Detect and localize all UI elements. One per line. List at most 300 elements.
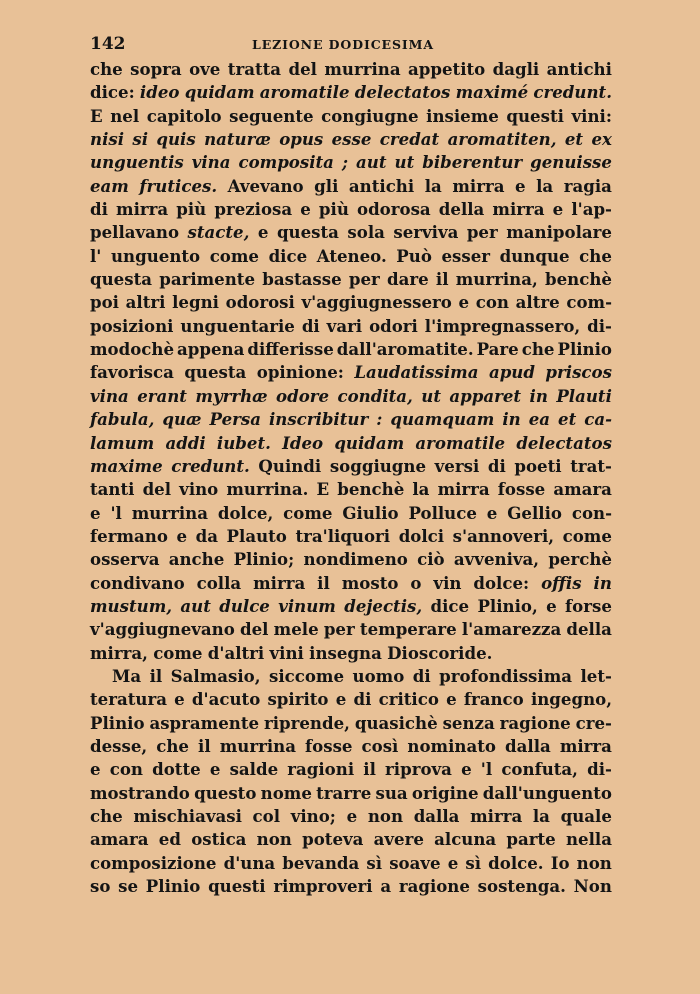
word: la xyxy=(536,175,554,196)
word: nome xyxy=(260,782,312,803)
word: di xyxy=(353,689,372,710)
word: mirra xyxy=(437,479,490,500)
italic-word: maxime xyxy=(90,455,163,476)
word: riprende, xyxy=(263,712,350,733)
word: nel xyxy=(110,105,140,126)
word: Plinio, xyxy=(477,595,538,616)
word: fosse xyxy=(305,735,353,756)
italic-word: apparet xyxy=(449,385,522,406)
word: alcuna xyxy=(434,829,497,850)
text-line xyxy=(90,852,612,875)
word: e xyxy=(90,502,101,523)
word: Io xyxy=(550,852,570,873)
word: forse xyxy=(565,595,612,616)
text-line xyxy=(90,105,612,128)
word: colla xyxy=(196,572,242,593)
word: Plinio xyxy=(145,876,201,897)
word: bastasse xyxy=(262,269,342,290)
word: modochè xyxy=(90,339,175,360)
word: favorisca xyxy=(90,362,174,383)
word: di xyxy=(412,665,431,686)
word: non xyxy=(367,806,404,826)
word: profondissima xyxy=(439,665,573,686)
italic-word: nisi xyxy=(90,129,125,150)
text-line xyxy=(90,455,612,478)
text-line xyxy=(90,151,612,174)
running-head: LEZIONE DODICESIMA xyxy=(252,37,434,52)
word: mirra xyxy=(253,572,306,593)
word: preziosa xyxy=(214,199,293,220)
word: com- xyxy=(566,292,612,313)
word: capitolo xyxy=(146,105,222,126)
word: sopra xyxy=(130,59,182,79)
word: pellavano xyxy=(90,222,180,243)
word: mirra xyxy=(452,175,505,196)
italic-word: et xyxy=(564,129,584,150)
word: più xyxy=(318,199,349,220)
word: e xyxy=(335,689,347,710)
word: dall'aromatite. xyxy=(336,339,474,360)
word: ragia xyxy=(563,175,612,196)
word: Gellio xyxy=(507,502,562,523)
word: questa xyxy=(184,362,247,383)
italic-word: dulce xyxy=(219,595,270,616)
word: come xyxy=(562,525,612,546)
italic-word: : xyxy=(376,409,383,430)
word: 'l xyxy=(110,502,122,523)
word: bevanda xyxy=(282,852,360,873)
word: dunque xyxy=(499,245,570,266)
word: serviva xyxy=(393,222,459,243)
word: benchè xyxy=(544,269,612,290)
word: siccome xyxy=(268,665,345,686)
word: perchè xyxy=(548,549,612,570)
word: il xyxy=(317,572,330,593)
page-number: 142 xyxy=(90,34,126,54)
word: appena xyxy=(177,339,245,360)
italic-word: in xyxy=(593,572,612,593)
italic-word: si xyxy=(132,129,149,150)
word: della xyxy=(438,199,485,220)
italic-word: iubet. xyxy=(216,432,271,453)
italic-word: ex xyxy=(591,129,612,150)
word: la xyxy=(532,806,550,826)
word: murrina xyxy=(324,59,401,79)
word: dare xyxy=(387,269,429,290)
text-line xyxy=(90,268,612,291)
word: come xyxy=(153,642,203,663)
word: il xyxy=(198,735,211,756)
text-line xyxy=(90,502,612,525)
word: rimproveri xyxy=(273,876,373,897)
word: la xyxy=(412,479,430,500)
word: v'aggiugnessero xyxy=(301,292,452,313)
word: di- xyxy=(587,315,612,336)
word: riprova xyxy=(385,759,452,780)
word: dolci xyxy=(398,525,445,546)
word: condivano xyxy=(90,572,185,593)
word: mischiavasi xyxy=(133,806,242,826)
word: vini xyxy=(269,642,304,663)
word: congiugne xyxy=(321,105,419,126)
italic-word: eam xyxy=(90,175,129,196)
word: l'ap- xyxy=(571,199,612,220)
word: gli xyxy=(314,175,339,196)
word: seguente xyxy=(229,105,314,126)
word: che xyxy=(579,245,612,266)
word: dolce: xyxy=(473,572,530,593)
word: questa xyxy=(90,269,152,290)
word: odorosi xyxy=(225,292,295,313)
word: ostica xyxy=(191,829,247,850)
italic-word: lamum xyxy=(90,432,155,453)
word: e xyxy=(446,689,457,710)
italic-word: vinum xyxy=(278,595,336,616)
italic-word: mustum, xyxy=(90,595,173,616)
word: teratura xyxy=(90,689,167,710)
word: amara xyxy=(90,829,149,850)
italic-word: aromatile xyxy=(259,82,350,103)
word: salde xyxy=(229,759,279,780)
italic-word: offis xyxy=(541,572,582,593)
word: osserva xyxy=(90,549,160,570)
text-line xyxy=(90,735,612,758)
word: let- xyxy=(580,665,612,686)
word: ed xyxy=(158,829,181,850)
text-line xyxy=(90,291,612,314)
italic-word: quamquam xyxy=(390,409,495,430)
text-line xyxy=(90,361,612,384)
italic-word: maximé xyxy=(455,82,529,103)
italic-word: aut xyxy=(356,152,387,173)
word: d'una xyxy=(223,852,276,873)
word: il xyxy=(363,759,376,780)
word: della xyxy=(566,619,612,640)
text-line xyxy=(90,478,612,501)
word: dotte xyxy=(152,759,201,780)
word: avveniva, xyxy=(453,549,540,570)
word: che xyxy=(90,806,123,826)
italic-word: ut xyxy=(394,152,415,173)
italic-word: aromatile xyxy=(415,432,506,453)
word: dice xyxy=(430,595,470,616)
word: e xyxy=(458,292,470,313)
word: e xyxy=(447,852,459,873)
word: del xyxy=(288,59,317,79)
word: Plinio; xyxy=(233,549,295,570)
word: altri xyxy=(125,292,166,313)
word: manipolare xyxy=(506,222,612,243)
word: mosto xyxy=(341,572,399,593)
word: e xyxy=(257,222,269,243)
word: con xyxy=(475,292,509,313)
word: per xyxy=(466,222,498,243)
word: più xyxy=(176,199,207,220)
text-line xyxy=(90,525,612,548)
word: che xyxy=(521,339,555,360)
word: confuta, xyxy=(501,759,578,780)
italic-word: myrrhæ xyxy=(195,385,268,406)
text-line xyxy=(90,58,612,81)
text-line xyxy=(90,688,612,711)
word: Plinio xyxy=(90,712,145,733)
word: per xyxy=(348,269,380,290)
word: mirra xyxy=(116,199,169,220)
italic-word: apud xyxy=(488,362,535,383)
word: questo xyxy=(194,782,257,803)
word: antichi xyxy=(546,59,612,79)
italic-word: fabula, xyxy=(90,409,155,430)
word: e xyxy=(546,595,557,616)
word: unguentarie xyxy=(180,315,295,336)
italic-word: odore xyxy=(276,385,330,406)
word: come xyxy=(283,502,333,523)
word: che xyxy=(90,59,123,79)
word: questa xyxy=(276,222,339,243)
word: nondimeno xyxy=(303,549,408,570)
italic-word: et xyxy=(558,409,577,430)
word: legni xyxy=(172,292,219,313)
word: unguento xyxy=(110,245,201,266)
word: E xyxy=(316,479,330,500)
word: murrina xyxy=(219,735,296,756)
word: se xyxy=(118,876,139,897)
word: per xyxy=(323,619,355,640)
word: altre xyxy=(515,292,560,313)
word: benchè xyxy=(337,479,405,500)
italic-word: unguentis xyxy=(90,152,184,173)
word: murrina. xyxy=(226,479,309,500)
word: Non xyxy=(573,876,612,897)
italic-word: Plauti xyxy=(556,385,612,406)
italic-word: frutices. xyxy=(139,175,218,196)
word: uomo xyxy=(352,665,405,686)
word: dice: xyxy=(90,82,135,103)
word: il xyxy=(435,269,449,290)
italic-word: quis xyxy=(156,129,196,150)
word: e xyxy=(486,502,498,523)
word: dall'unguento xyxy=(482,782,612,803)
word: quale xyxy=(560,806,612,826)
word: s'annoveri, xyxy=(452,525,555,546)
italic-word: aromatiten, xyxy=(447,129,557,150)
word: mele xyxy=(273,619,319,640)
word: il xyxy=(149,665,163,686)
italic-word: ut xyxy=(421,385,441,406)
word: d'altri xyxy=(207,642,265,663)
word: vin xyxy=(433,572,462,593)
word: di xyxy=(301,315,320,336)
word: Quindi xyxy=(258,455,322,476)
word: Può xyxy=(396,245,432,266)
word: del xyxy=(240,619,269,640)
italic-word: ; xyxy=(341,152,349,173)
word: nella xyxy=(565,829,612,850)
word: Avevano xyxy=(227,175,304,196)
italic-word: in xyxy=(529,385,548,406)
word: di xyxy=(487,455,506,476)
word: di- xyxy=(587,759,612,780)
page-header xyxy=(90,34,612,58)
text-line xyxy=(90,548,612,571)
italic-word: credunt. xyxy=(171,455,250,476)
word: Giulio xyxy=(342,502,399,523)
word: Polluce xyxy=(408,502,477,523)
word: differisse xyxy=(247,339,334,360)
text-line xyxy=(90,245,612,268)
word: anche xyxy=(168,549,225,570)
word: murrina, xyxy=(455,269,538,290)
text-line xyxy=(90,875,612,898)
text-line xyxy=(90,128,612,151)
word: Salmasio, xyxy=(170,665,261,686)
word: odori xyxy=(369,315,418,336)
word: versi xyxy=(434,455,480,476)
word: da xyxy=(195,525,218,546)
word: sì xyxy=(366,852,383,873)
word: dolce. xyxy=(488,852,544,873)
word: ragione xyxy=(499,712,571,733)
italic-word: Persa xyxy=(209,409,261,430)
word: l'amarezza xyxy=(461,619,562,640)
word: dalla xyxy=(505,735,551,756)
word: mostrando xyxy=(90,782,190,803)
word: desse, xyxy=(90,735,148,756)
italic-word: vina xyxy=(191,152,231,173)
text-line xyxy=(90,828,612,851)
word: e xyxy=(176,525,188,546)
text-line xyxy=(90,432,612,455)
word: insegna xyxy=(309,642,382,663)
word: tanti xyxy=(90,479,135,500)
word: con- xyxy=(571,502,612,523)
word: senza xyxy=(442,712,495,733)
word: sola xyxy=(347,222,385,243)
word: ciò xyxy=(417,549,445,570)
italic-word: composita xyxy=(238,152,334,173)
word: Ma xyxy=(112,665,142,686)
word: E xyxy=(90,105,103,126)
book-page xyxy=(90,34,612,898)
word: vari xyxy=(326,315,363,336)
word: ingegno, xyxy=(530,689,612,710)
italic-word: inscribitur xyxy=(268,409,369,430)
word: vino; xyxy=(290,806,336,826)
word: appetito xyxy=(408,59,486,79)
text-line xyxy=(90,712,612,735)
word: parte xyxy=(506,829,556,850)
word: e xyxy=(461,759,472,780)
italic-word: quæ xyxy=(162,409,202,430)
word: soave xyxy=(389,852,441,873)
text-line xyxy=(90,408,612,431)
word: l'impregnassero, xyxy=(424,315,581,336)
word: trat- xyxy=(570,455,612,476)
word: trarre xyxy=(316,782,372,803)
italic-word: delectatos xyxy=(354,82,451,103)
word: mirra, xyxy=(90,642,148,663)
word: insieme xyxy=(426,105,499,126)
word: temperare xyxy=(359,619,457,640)
text-line xyxy=(90,642,612,665)
word: Dioscoride. xyxy=(387,642,493,663)
word: mirra xyxy=(559,735,612,756)
word: la xyxy=(424,175,442,196)
word: e xyxy=(90,759,101,780)
word: origine xyxy=(411,782,479,803)
word: poeti xyxy=(514,455,562,476)
word: e xyxy=(174,689,185,710)
word: e xyxy=(346,806,358,826)
word: Pare xyxy=(476,339,519,360)
text-line xyxy=(90,805,612,828)
word: antichi xyxy=(348,175,415,196)
word: nominato xyxy=(407,735,496,756)
italic-word: esse xyxy=(331,129,372,150)
text-line xyxy=(90,572,612,595)
italic-word: stacte, xyxy=(187,222,250,243)
italic-word: quidam xyxy=(334,432,405,453)
italic-word: genuisse xyxy=(530,152,612,173)
italic-word: ea xyxy=(528,409,551,430)
italic-word: Laudatissima xyxy=(354,362,479,383)
italic-word: biberentur xyxy=(422,152,523,173)
word: 'l xyxy=(480,759,493,780)
word: dice xyxy=(268,245,308,266)
italic-word: Ideo xyxy=(282,432,324,453)
body-text xyxy=(90,58,612,898)
word: o xyxy=(410,572,422,593)
word: con xyxy=(109,759,143,780)
word: non xyxy=(256,829,292,850)
word: amara xyxy=(553,479,612,500)
word: fosse xyxy=(497,479,546,500)
italic-word: addi xyxy=(165,432,206,453)
italic-word: dejectis, xyxy=(344,595,423,616)
word: franco xyxy=(463,689,524,710)
word: del xyxy=(142,479,172,500)
text-line xyxy=(90,175,612,198)
word: come xyxy=(209,245,259,266)
word: dalla xyxy=(413,806,460,826)
word: poi xyxy=(90,292,119,313)
italic-word: delectatos xyxy=(516,432,612,453)
word: sua xyxy=(375,782,408,803)
word: tra'liquori xyxy=(295,525,391,546)
word: e xyxy=(300,199,311,220)
text-line xyxy=(90,338,612,361)
italic-word: condita, xyxy=(337,385,413,406)
italic-word: ideo xyxy=(139,82,180,103)
word: e xyxy=(209,759,221,780)
text-line xyxy=(90,758,612,781)
word: posizioni xyxy=(90,315,174,336)
italic-word: vina xyxy=(90,385,129,406)
italic-word: quidam xyxy=(184,82,255,103)
word: opinione: xyxy=(256,362,344,383)
word: e xyxy=(515,175,526,196)
word: poteva xyxy=(302,829,364,850)
italic-word: credat xyxy=(379,129,440,150)
word: esser xyxy=(441,245,491,266)
word: parimente xyxy=(159,269,256,290)
italic-word: naturæ xyxy=(204,129,271,150)
word: so xyxy=(90,876,111,897)
word: ragioni xyxy=(287,759,355,780)
word: mirra xyxy=(470,806,523,826)
word: questi xyxy=(208,876,266,897)
italic-word: ca- xyxy=(584,409,612,430)
